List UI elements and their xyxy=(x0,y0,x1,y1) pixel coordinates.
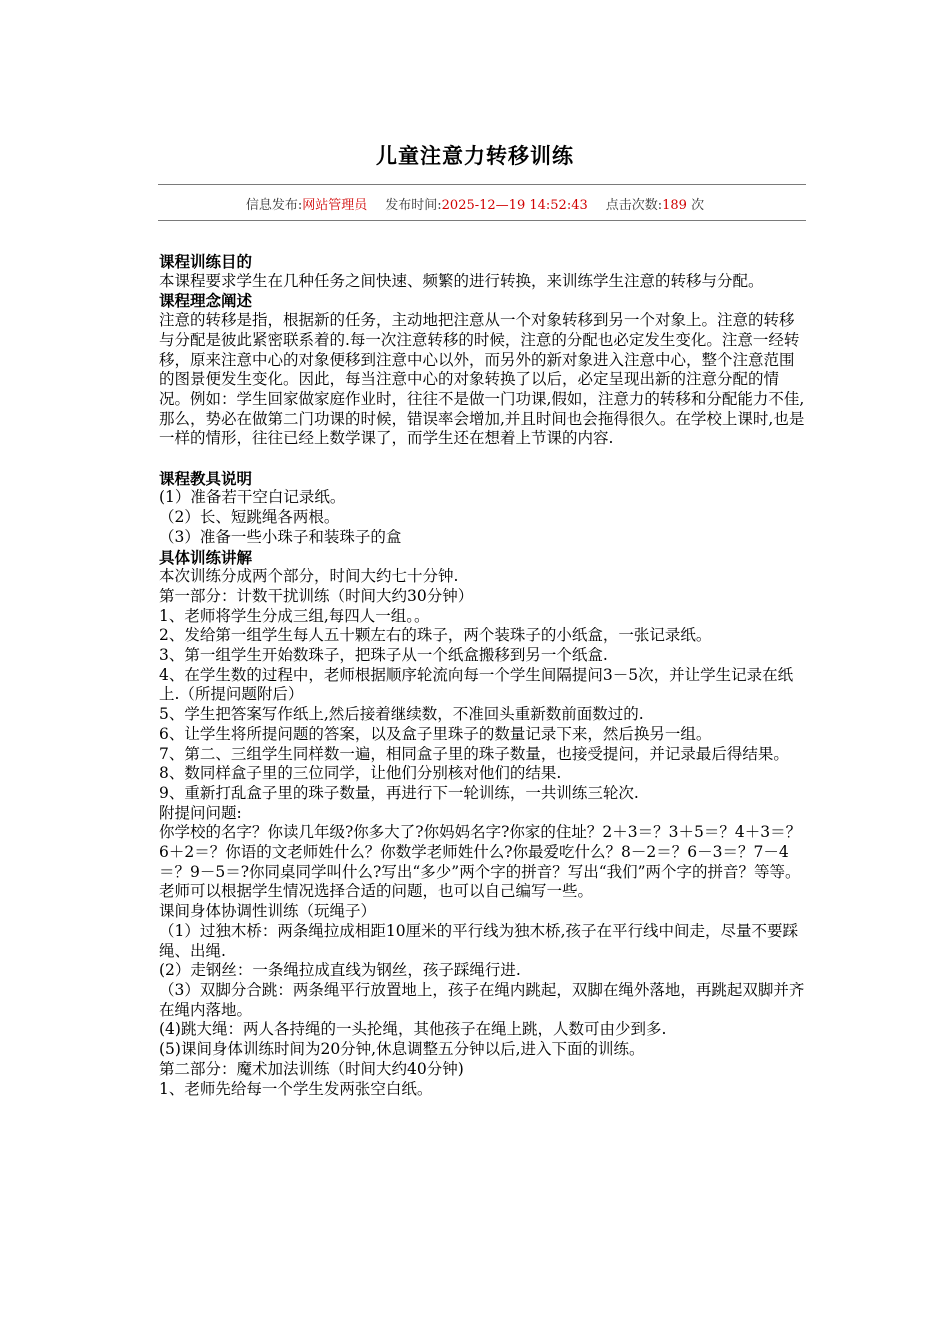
body-paragraph: (1）准备若干空白记录纸。 xyxy=(159,488,346,507)
body-paragraph: 5、学生把答案写作纸上,然后接着继续数，不准回头重新数前面数过的. xyxy=(159,705,644,724)
blank-line xyxy=(159,449,807,469)
body-paragraph: 9、重新打乱盒子里的珠子数量，再进行下一轮训练，一共训练三轮次. xyxy=(159,783,639,802)
clicks-unit: 次 xyxy=(691,198,705,213)
title-divider xyxy=(158,184,806,185)
body-paragraph: （2）长、短跳绳各两根。 xyxy=(159,508,340,527)
publish-time: 2025-12—19 14:52:43 xyxy=(441,198,588,213)
article-meta xyxy=(0,194,950,213)
article-body xyxy=(159,252,807,1099)
section-heading: 课程教具说明 xyxy=(159,468,253,488)
body-paragraph: 4、在学生数的过程中，老师根据顺序轮流向每一个学生间隔提问3－5次，并让学生记录在纸上.（所提问题附后） xyxy=(159,665,794,704)
time-label: 发布时间: xyxy=(385,198,442,213)
body-paragraph: (4)跳大绳：两人各持绳的一头抡绳，其他孩子在绳上跳，人数可由少到多. xyxy=(159,1020,667,1039)
body-paragraph: （1）过独木桥：两条绳拉成相距10厘米的平行线为独木桥,孩子在平行线中间走，尽量不要踩绳、出绳. xyxy=(159,921,799,960)
body-paragraph: 8、数同样盒子里的三位同学，让他们分别核对他们的结果. xyxy=(159,764,562,783)
publisher-link[interactable]: 网站管理员 xyxy=(302,198,368,213)
body-paragraph: 第一部分：计数干扰训练（时间大约30分钟） xyxy=(159,586,474,605)
body-paragraph: 第二部分：魔术加法训练（时间大约40分钟) xyxy=(159,1059,464,1078)
publisher-label: 信息发布: xyxy=(245,198,303,213)
body-paragraph: 附提问问题: xyxy=(159,803,242,822)
page-title: 儿童注意力转移训练 xyxy=(376,143,574,168)
meta-divider xyxy=(158,220,806,221)
section-heading: 课程训练目的 xyxy=(159,252,253,271)
body-paragraph: （3）准备一些小珠子和装珠子的盒 xyxy=(159,527,402,546)
section-heading: 具体训练讲解 xyxy=(159,547,253,567)
clicks-label: 点击次数: xyxy=(605,198,663,213)
body-paragraph: (5)课间身体训练时间为20分钟,休息调整五分钟以后,进入下面的训练。 xyxy=(159,1040,645,1059)
body-paragraph: 3、第一组学生开始数珠子，把珠子从一个纸盒搬移到另一个纸盒. xyxy=(159,646,608,665)
body-paragraph: 1、老师将学生分成三组,每四人一组。。 xyxy=(159,606,430,625)
body-paragraph: 课间身体协调性训练（玩绳子） xyxy=(159,902,377,921)
body-paragraph: 注意的转移是指，根据新的任务，主动地把注意从一个对象转移到另一个对象上。注意的转移与分配是彼此紧密联系着的.每一次注意转移的时候，注意的分配也必定发生变化。注意一经转移，原来注意中心的对象便移到注意中心以外，而另外的新对象进入注意中心，整个注意范围的图景便发生变化。因此，每当注意中心的对象转换了以后，必定呈现出新的注意分配的情况。例如：学生回家做家庭作业时，往往不是做一门功课,假如，注意力的转移和分配能力不佳,那么，势必在做第二门功课的时候，错误率会增加,并且时间也会拖得很久。在学校上课时,也是一样的情形，往往已经上数学课了，而学生还在想着上节课的内容. xyxy=(159,311,805,448)
body-paragraph: (2）走钢丝：一条绳拉成直线为钢丝，孩子踩绳行进. xyxy=(159,961,521,980)
body-paragraph: 1、老师先给每一个学生发两张空白纸。 xyxy=(159,1079,433,1098)
body-paragraph: （3）双脚分合跳：两条绳平行放置地上，孩子在绳内跳起，双脚在绳外落地，再跳起双脚并齐在绳内落地。 xyxy=(159,981,805,1019)
body-paragraph: 6、让学生将所提问题的答案，以及盒子里珠子的数量记录下来，然后换另一组。 xyxy=(159,724,712,743)
body-paragraph: 本次训练分成两个部分，时间大约七十分钟. xyxy=(159,567,459,586)
section-heading: 课程理念阐述 xyxy=(159,291,253,311)
body-paragraph: 2、发给第一组学生每人五十颗左右的珠子，两个装珠子的小纸盒，一张记录纸。 xyxy=(159,626,712,645)
body-paragraph: 7、第二、三组学生同样数一遍，相同盒子里的珠子数量，也接受提问，并记录最后得结果。 xyxy=(159,744,789,763)
body-paragraph: 你学校的名字？你读几年级?你多大了?你妈妈名字?你家的住址？2＋3＝？3＋5＝？4＋3＝？6＋2＝？你语的文老师姓什么？你数学老师姓什么?你最爱吃什么？8－2＝？6－3＝？7－4＝？9－5＝?你同桌同学叫什么?写出“多少”两个字的拼音？写出“我们”两个字的拼音？等等。老师可以根据学生情况选择合适的问题，也可以自己编写一些。 xyxy=(159,823,802,901)
body-paragraph: 本课程要求学生在几种任务之间快速、频繁的进行转换，来训练学生注意的转移与分配。 xyxy=(159,271,764,290)
click-count: 189 xyxy=(662,198,687,213)
